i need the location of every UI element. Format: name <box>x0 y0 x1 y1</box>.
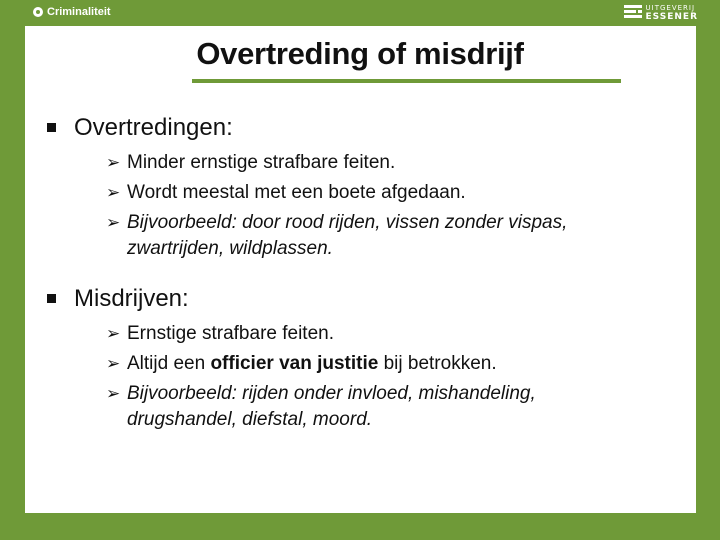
section-heading-overtredingen <box>47 114 233 142</box>
list-item <box>106 321 536 347</box>
square-bullet-icon <box>47 294 56 303</box>
arrow-bullet-icon: ➢ <box>106 384 121 403</box>
publisher-logo <box>624 3 698 23</box>
list-item <box>106 150 567 176</box>
list-item-text: Wordt meestal met een boete afgedaan. <box>127 182 466 203</box>
publisher-logo-icon <box>624 5 642 21</box>
title-underline <box>192 79 621 83</box>
top-bar <box>0 0 720 26</box>
list-item-text: Ernstige strafbare feiten. <box>127 323 334 344</box>
list-item-text-bold: officier van justitie <box>210 353 379 374</box>
slide-canvas <box>25 26 696 513</box>
publisher-wordmark <box>646 4 698 22</box>
arrow-bullet-icon: ➢ <box>106 183 121 202</box>
arrow-bullet-icon: ➢ <box>106 213 121 232</box>
heading-colon: : <box>182 285 189 312</box>
list-item-text-line2: drugshandel, diefstal, moord. <box>127 409 373 430</box>
arrow-bullet-icon: ➢ <box>106 153 121 172</box>
list-item <box>106 210 567 262</box>
section-heading-label: Overtredingen <box>74 114 227 141</box>
arrow-bullet-icon: ➢ <box>106 354 121 373</box>
list-item-text-before: Altijd een <box>127 353 211 374</box>
list-item-text-after: bij betrokken. <box>378 353 497 374</box>
publisher-line1: UITGEVERIJ <box>645 4 696 12</box>
list-item <box>106 180 567 206</box>
misdrijven-list <box>106 321 536 437</box>
publisher-line2: ESSENER <box>645 12 698 22</box>
list-item <box>106 381 536 433</box>
slide-title: Overtreding of misdrijf <box>196 36 524 71</box>
square-bullet-icon <box>47 123 56 132</box>
topic-bullet-icon <box>33 7 43 17</box>
list-item-text: Minder ernstige strafbare feiten. <box>127 152 396 173</box>
list-item-text-line1: Bijvoorbeeld: door rood rijden, vissen zonder vispas, <box>127 212 568 233</box>
topic-label: Criminaliteit <box>47 6 111 18</box>
heading-colon: : <box>226 114 233 141</box>
section-heading-misdrijven <box>47 285 189 313</box>
list-item-text-line2: zwartrijden, wildplassen. <box>127 238 333 259</box>
overtredingen-list <box>106 150 567 266</box>
list-item <box>106 351 536 377</box>
arrow-bullet-icon: ➢ <box>106 324 121 343</box>
list-item-text-line1: Bijvoorbeeld: rijden onder invloed, mishandeling, <box>127 383 536 404</box>
topic-header <box>33 4 111 20</box>
section-heading-label: Misdrijven <box>74 285 183 312</box>
